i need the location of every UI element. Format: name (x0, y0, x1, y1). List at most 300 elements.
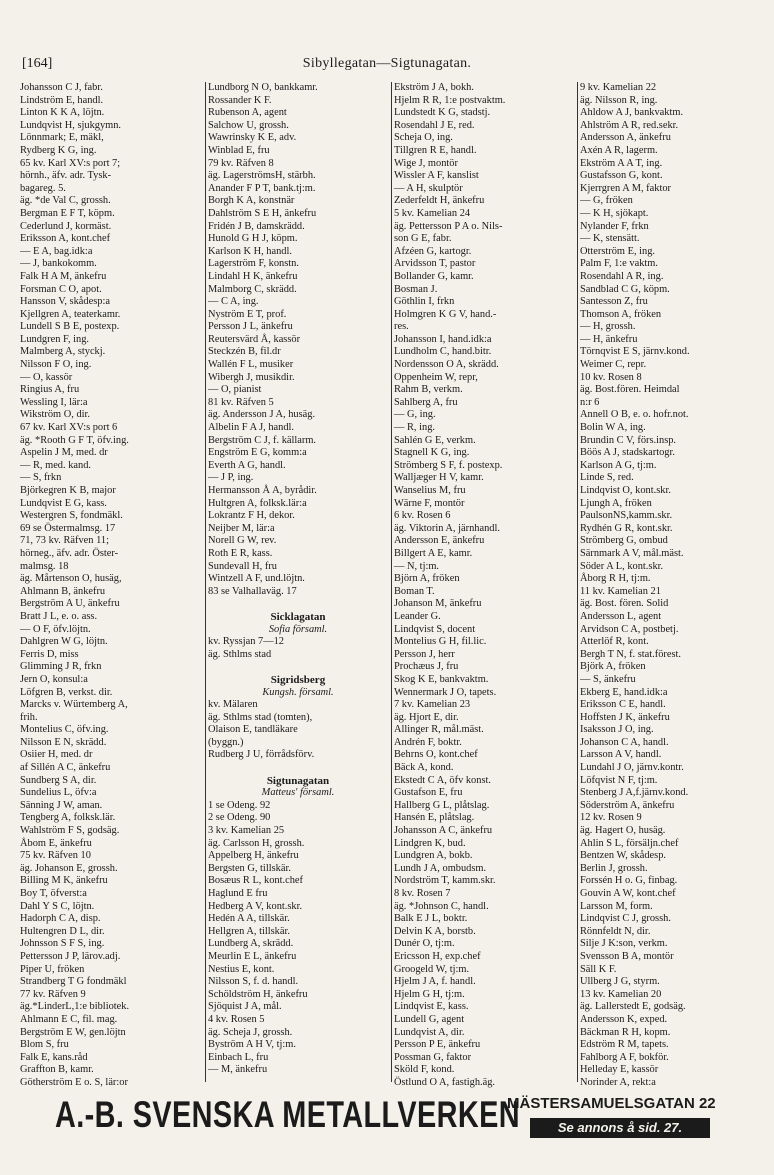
directory-entry: 13 kv. Kamelian 20 (580, 988, 662, 1000)
directory-entry: Neijber M, lär:a (208, 522, 275, 534)
directory-entry: hörneg., äfv. adr. Öster- (20, 547, 119, 559)
directory-entry: Norell G W, rev. (208, 535, 277, 547)
column-divider (577, 82, 578, 1082)
directory-entry: äg. Bost. fören. Solid (580, 598, 669, 610)
directory-entry: Nilsson E N, skrädd. (20, 736, 107, 748)
directory-columns (20, 82, 754, 1088)
directory-entry: Stagnell K G, ing. (394, 447, 470, 459)
directory-entry: Atterlöf R, kont. (580, 636, 649, 648)
directory-entry: Prochæus J, fru (394, 661, 459, 673)
directory-entry: äg. Pettersson P A o. Nils- (394, 220, 503, 232)
directory-entry: — M, änkefru (208, 1064, 268, 1076)
directory-entry: Söder A L, kont.skr. (580, 560, 664, 572)
directory-entry: Karlson K H, handl. (208, 245, 292, 257)
directory-entry: Ahlin S L, försäljn.chef (580, 837, 679, 849)
directory-entry: Göthlin I, frkn (394, 296, 455, 308)
directory-entry: Strandberg T G fondmäkl (20, 976, 127, 988)
directory-entry: Hellgren A, tillskär. (208, 925, 290, 937)
directory-entry: Wintzell A F, und.löjtn. (208, 573, 305, 585)
directory-entry: Bolin W A, ing. (580, 422, 646, 434)
directory-entry: Johansson I, hand.idk:a (394, 333, 492, 345)
directory-entry: Lagerström F, konstn. (208, 258, 299, 270)
directory-entry: Wibergh J, musikdir. (208, 371, 295, 383)
directory-entry: Forssén H o. G, finbag. (580, 875, 678, 887)
directory-entry: Wige J, montör (394, 157, 458, 169)
directory-entry: Rosendahl A R, ing. (580, 270, 664, 282)
directory-entry: äg. *de Val C, grossh. (20, 195, 111, 207)
directory-entry: Rönnfeldt N, dir. (580, 925, 651, 937)
directory-entry: Andersson L, agent (580, 610, 662, 622)
directory-entry: Hansson V, skådesp:a (20, 296, 110, 308)
directory-entry: Rubenson A, agent (208, 107, 287, 119)
directory-entry: Ahlmann B, änkefru (20, 585, 106, 597)
directory-entry: Possman G, faktor (394, 1051, 472, 1063)
directory-entry: äg. Carlsson H, grossh. (208, 837, 305, 849)
directory-entry: Ericsson H, exp.chef (394, 950, 481, 962)
directory-entry: Ahldow A J, bankvaktm. (580, 107, 684, 119)
directory-entry: Björn A, fröken (394, 573, 460, 585)
directory-entry: — R, ing. (394, 422, 435, 434)
directory-entry: Roth E R, kass. (208, 547, 273, 559)
directory-entry: Hjelm G H, tj:m. (394, 988, 465, 1000)
directory-entry: äg. Johanson E, grossh. (20, 862, 118, 874)
directory-entry: Byström A H V, tj:m. (208, 1039, 296, 1051)
directory-entry: Reutersvärd Å, kassör (208, 333, 301, 345)
directory-entry: Delvin K A, borstb. (394, 925, 476, 937)
directory-entry: äg. LagerströmsH, stärbh. (208, 170, 316, 182)
directory-entry: Everth A G, handl. (208, 459, 286, 471)
directory-entry: äg. Viktorin A, järnhandl. (394, 522, 500, 534)
directory-entry: 8 kv. Rosen 7 (394, 888, 451, 899)
directory-entry: äg. Mårtenson O, husäg, (20, 573, 122, 585)
directory-entry: äg. Andersson J A, husäg. (208, 409, 316, 421)
column-divider (205, 82, 206, 1082)
directory-entry: Sundevall H, fru (208, 560, 277, 572)
directory-entry: Annell O B, e. o. hofr.not. (580, 409, 689, 421)
directory-entry: Thomson A, fröken (580, 308, 662, 320)
directory-entry: Sköld F, kond. (394, 1064, 455, 1076)
directory-entry: Holmgren K G V, hand.- (394, 308, 497, 320)
ad-reference-note: Se annons å sid. 27. (530, 1118, 710, 1138)
directory-entry: Sahlén G E, verkm. (394, 434, 476, 446)
directory-entry: Boman T. (394, 585, 435, 597)
directory-entry: Oppenheim W, repr, (394, 371, 478, 383)
directory-entry: Lindqvist S, docent (394, 623, 476, 635)
directory-entry: Johnsson S F S, ing. (20, 938, 105, 950)
directory-entry: Kjellgren A, teaterkamr. (20, 308, 121, 320)
directory-entry: Schöldström H, änkefru (208, 988, 308, 1000)
directory-entry: Hedén A A, tillskär. (208, 913, 290, 925)
directory-entry: Hadorph C A, disp. (20, 913, 101, 925)
directory-entry: Svensson B A, montör (580, 950, 674, 962)
directory-entry: Hunold G H J, köpm. (208, 233, 298, 245)
directory-entry: 77 kv. Räfven 9 (20, 988, 86, 1000)
page-number: [164] (22, 56, 53, 71)
directory-entry: Lundqvist A, dir. (394, 1026, 465, 1038)
directory-entry: 65 kv. Karl XV:s port 7; (20, 157, 121, 169)
directory-entry: 83 se Valhallaväg. 17 (208, 585, 297, 597)
directory-entry: Andersson K, exped. (580, 1013, 668, 1025)
directory-entry: Scheja O, ing. (394, 132, 453, 144)
directory-entry: 12 kv. Rosen 9 (580, 812, 642, 824)
directory-entry: Bergh T N, f. stat.förest. (580, 648, 682, 660)
directory-entry: Brundin C V, förs.insp. (580, 434, 677, 446)
directory-entry: Sofia församl. (268, 623, 328, 635)
page-header (22, 56, 752, 76)
directory-entry: Böös A J, stadskartogr. (580, 447, 675, 459)
directory-entry: Pettersson J P, lärov.adj. (20, 950, 121, 962)
directory-entry: Bäck A, kond. (394, 762, 454, 774)
directory-entry: Nordström T, kamm.skr. (394, 875, 496, 887)
directory-entry: Zederfeldt H, änkefru (394, 195, 485, 207)
directory-entry: Lundgren F, ing. (20, 333, 90, 345)
directory-entry: Hjelm R R, 1:e postvaktm. (394, 94, 506, 106)
directory-entry: Östlund O A, fastigh.äg. (394, 1076, 496, 1088)
directory-entry: 3 kv. Kamelian 25 (208, 825, 285, 837)
directory-entry: — J, bankokomm. (20, 258, 97, 270)
directory-entry: Lönnmark; E, mäkl, (20, 132, 104, 144)
directory-entry: Larsson A V, handl. (580, 749, 662, 761)
column-4 (580, 82, 756, 1088)
directory-entry: Säll K F. (580, 963, 617, 975)
directory-entry: — J P, ing. (208, 472, 254, 484)
directory-entry: Axén A R, lagerm. (580, 144, 658, 156)
directory-entry: Lundgren A, bokb. (394, 850, 473, 862)
directory-entry: Helleday E, kassör (580, 1064, 659, 1076)
directory-entry: Linton K K A, löjtn. (20, 107, 105, 119)
directory-entry: Lindström E, handl. (20, 94, 104, 106)
directory-entry: Söderström A, änkefru (580, 799, 675, 811)
directory-entry: Nilsson S, f. d. handl. (208, 976, 299, 988)
directory-entry: Dunér O, tj:m. (394, 938, 455, 950)
directory-entry: Johanson M, änkefru (394, 598, 482, 610)
directory-entry: Bosæus R L, kont.chef (208, 875, 303, 887)
directory-entry: Sandblad C G, köpm. (580, 283, 670, 295)
directory-entry: Bollander G, kamr. (394, 270, 474, 282)
directory-entry: Persson J L, änkefru (208, 321, 293, 333)
directory-entry: Sigridsberg (270, 673, 326, 686)
directory-entry: Billgert A E, kamr. (394, 547, 473, 559)
directory-entry: Lindqvist O, kont.skr. (580, 485, 671, 496)
directory-entry: Lindgren K, bud. (394, 837, 466, 849)
column-1 (20, 82, 204, 1088)
directory-entry: Stenberg J A,f.järnv.kond. (580, 787, 689, 799)
directory-entry: Lokrantz F H, dekor. (208, 510, 295, 522)
directory-entry: 7 kv. Kamelian 23 (394, 699, 471, 711)
directory-entry: Ekström A A T, ing. (580, 157, 663, 169)
directory-entry: Kjerrgren A M, faktor (580, 182, 671, 194)
ad-address: MÄSTERSAMUELSGATAN 22 (507, 1095, 716, 1112)
directory-entry: Hoffsten J K, änkefru (580, 711, 670, 723)
directory-entry: Hedberg A V, kont.skr. (208, 900, 303, 912)
directory-entry: Bäckman R H, kopm. (580, 1026, 671, 1038)
directory-entry: Berlin J, grossh. (580, 862, 648, 874)
directory-entry: Gustafsson G, kont. (580, 170, 663, 182)
directory-entry: Appelberg H, änkefru (208, 850, 299, 862)
directory-entry: Bergström C J, f. källarm. (208, 434, 317, 446)
directory-entry: Bergman E F T, köpm. (20, 207, 115, 219)
directory-entry: Montelius G H, fil.lic. (394, 636, 487, 648)
directory-entry: son G E, fabr. (394, 233, 452, 245)
directory-entry: Aspelin J M, med. dr (20, 447, 108, 459)
directory-entry: Wanselius M, fru (394, 485, 466, 496)
directory-entry: Rosendahl J E, red. (394, 119, 475, 131)
directory-entry: Anander F P T, bank.tj:m. (208, 182, 316, 194)
directory-entry: Lindqvist C J, grossh. (580, 913, 671, 925)
directory-entry: — S, frkn (20, 472, 62, 484)
directory-entry: Balk E J L, boktr. (394, 913, 468, 925)
directory-entry: Otterström E, ing. (580, 245, 656, 257)
directory-entry: äg. Sthlms stad (208, 648, 272, 660)
directory-entry: 69 se Östermalmsg. 17 (20, 522, 116, 534)
directory-entry: Strömberg S F, f. postexp. (394, 459, 503, 471)
directory-entry: Åborg R H, tj:m. (580, 573, 651, 585)
directory-entry: Eriksson A, kont.chef (20, 233, 111, 245)
directory-entry: Johansson A C, änkefru (394, 825, 493, 837)
directory-entry: — K H, sjökapt. (580, 207, 649, 219)
directory-entry: Ekström J A, bokh. (394, 82, 474, 93)
directory-entry: Arvidson C A, postbetj. (580, 623, 679, 635)
directory-entry: Rydberg K G, ing. (20, 144, 97, 156)
directory-entry: Lundqvist H, sjukgymn. (20, 119, 122, 131)
directory-entry: äg. Lallerstedt E, godsäg. (580, 1001, 686, 1013)
column-divider (391, 82, 392, 1082)
directory-entry: Falk H A M, änkefru (20, 270, 107, 282)
directory-entry: 75 kv. Räfven 10 (20, 850, 91, 862)
directory-entry: Lundh J A, ombudsm. (394, 862, 487, 874)
directory-entry: Borgh K A, konstnär (208, 195, 295, 207)
directory-entry: Forsman C O, apot. (20, 283, 102, 295)
directory-entry: Allinger R, mål.mäst. (394, 724, 484, 736)
directory-entry: Einbach L, fru (208, 1051, 269, 1063)
directory-entry: Wärne F, montör (394, 497, 465, 509)
directory-entry: Isaksson J O, ing. (580, 724, 654, 736)
directory-entry: Sundelius L, öfv:a (20, 787, 97, 799)
directory-entry: Björkegren K B, major (20, 485, 116, 496)
directory-entry: Lundholm C, hand.bitr. (394, 346, 492, 358)
directory-entry: Cederlund J, kormäst. (20, 220, 112, 232)
directory-entry: — E A, bag.idk:a (20, 245, 93, 257)
directory-entry: Marcks v. Würtemberg A, (20, 699, 128, 711)
directory-entry: — K, stensätt. (580, 233, 640, 245)
directory-entry: Johanson C A, handl. (580, 736, 669, 748)
directory-entry: Weimer C, repr. (580, 359, 647, 371)
directory-entry: Rossander K F. (208, 94, 272, 106)
directory-entry: Bosman J. (394, 283, 438, 295)
directory-entry: Jern O, konsul:a (20, 673, 88, 685)
directory-entry: Billing M K, änkefru (20, 875, 108, 887)
directory-entry: — A H, skulptör (394, 182, 463, 194)
directory-entry: frih. (20, 711, 38, 723)
directory-entry: Larsson M, form. (580, 900, 653, 912)
directory-entry: Dahl Y S C, löjtn. (20, 900, 95, 912)
directory-entry: Sigtunagatan (266, 774, 330, 787)
directory-entry: Karlson A G, tj:m. (580, 459, 657, 471)
directory-entry: Wallén F L, musiker (208, 359, 294, 371)
directory-entry: Hallberg G L, plåtslag. (394, 799, 490, 811)
directory-entry: Johansson C J, fabr. (20, 82, 103, 93)
directory-entry: Persson J, herr (394, 648, 455, 660)
directory-entry: bagareg. 5. (20, 182, 66, 194)
directory-entry: 4 kv. Rosen 5 (208, 1013, 265, 1025)
directory-entry: äg. Scheja J, grossh. (208, 1026, 293, 1038)
directory-entry: Albelin F A J, handl. (208, 422, 295, 434)
directory-entry: Palm F, 1:e vaktm. (580, 258, 658, 270)
directory-entry: malmsg. 18 (20, 560, 69, 572)
directory-entry: Bergsten G, tillskär. (208, 862, 291, 874)
directory-entry: Meurlin E L, änkefru (208, 950, 297, 962)
directory-entry: Wessling I, lär:a (20, 396, 88, 408)
directory-entry: Linde S, red. (580, 472, 634, 484)
directory-entry: Falk E, kans.råd (20, 1051, 88, 1063)
directory-entry: Leander G. (394, 610, 441, 622)
column-2 (208, 82, 388, 1082)
directory-entry: Haglund E fru (208, 888, 268, 899)
directory-entry: n:r 6 (580, 396, 600, 408)
directory-entry: Kungsh. församl. (262, 686, 334, 698)
directory-entry: Ahlström A R, red.sekr. (580, 119, 679, 131)
directory-entry: Santesson Z, fru (580, 296, 648, 308)
directory-entry: äg.*LinderL,1:e bibliotek. (20, 1001, 130, 1013)
directory-entry: — O, kassör (20, 371, 73, 383)
directory-entry: Nordensson O A, skrädd. (394, 359, 499, 371)
directory-entry: kv. Mälaren (208, 699, 258, 711)
directory-entry: Hermansson Å A, byrådir. (208, 485, 317, 496)
directory-entry: Lundberg A, skrädd. (208, 938, 294, 950)
directory-entry: Winblad E, fru (208, 144, 270, 156)
directory-entry: hörnh., äfv. adr. Tysk- (20, 170, 112, 182)
directory-entry: Nilsson F O, ing. (20, 359, 92, 371)
directory-entry: 9 kv. Kamelian 22 (580, 82, 657, 93)
directory-entry: Bergström E W, gen.löjtn (20, 1026, 126, 1038)
advertisement-banner (55, 1090, 715, 1150)
column-3 (394, 82, 574, 1088)
directory-entry: Piper U, fröken (20, 963, 85, 975)
directory-entry: Tillgren R E, handl. (394, 144, 477, 156)
directory-entry: Dahlström S E H, änkefru (208, 207, 317, 219)
directory-entry: 67 kv. Karl XV:s port 6 (20, 422, 118, 434)
directory-entry: Nylander F, frkn (580, 220, 649, 232)
spacer-line (208, 598, 388, 611)
directory-entry: — R, med. kand. (20, 459, 91, 471)
directory-entry: Sundberg S A, dir. (20, 774, 97, 786)
directory-entry: — C A, ing. (208, 296, 259, 308)
directory-entry: äg. Sthlms stad (tomten), (208, 711, 313, 723)
directory-entry: Lundell G, agent (394, 1013, 465, 1025)
directory-entry: Lundell S B E, postexp. (20, 321, 120, 333)
directory-entry: Nyström E T, prof. (208, 308, 287, 320)
directory-entry: Gustafson E, fru (394, 787, 463, 799)
directory-entry: äg. Hjort E, dir. (394, 711, 459, 723)
directory-entry: Törnqvist E S, järnv.kond. (580, 346, 690, 358)
directory-entry: 11 kv. Kamelian 21 (580, 585, 661, 597)
directory-entry: Hultengren D L, dir. (20, 925, 105, 937)
directory-entry: — H, änkefru (580, 333, 638, 345)
directory-entry: — G, ing. (394, 409, 436, 421)
directory-entry: — N, tj:m. (394, 560, 440, 572)
directory-entry: Nestius E, kont. (208, 963, 275, 975)
ad-brand: A.-B. SVENSKA METALLVERKEN (55, 1094, 520, 1135)
directory-entry: Lindqvist E, kass. (394, 1001, 469, 1013)
directory-entry: Lundborg N O, bankkamr. (208, 82, 318, 93)
directory-entry: Ferris D, miss (20, 648, 79, 660)
directory-entry: 10 kv. Rosen 8 (580, 371, 642, 383)
directory-entry: Silje J K:son, verkm. (580, 938, 668, 950)
directory-entry: 79 kv. Räfven 8 (208, 157, 274, 169)
directory-entry: 1 se Odeng. 92 (208, 799, 271, 811)
directory-entry: Arvidsson T, pastor (394, 258, 476, 270)
directory-entry: Wahlström F S, godsäg. (20, 825, 120, 837)
directory-entry: — G, fröken (580, 195, 633, 207)
directory-entry: Särnmark A V, mål.mäst. (580, 547, 684, 559)
directory-entry: Malmberg A, styckj. (20, 346, 106, 358)
directory-entry: 5 kv. Kamelian 24 (394, 207, 471, 219)
directory-entry: Malmborg C, skrädd. (208, 283, 297, 295)
directory-entry: Eriksson C E, handl. (580, 699, 666, 711)
directory-entry: Matteus' församl. (261, 787, 335, 799)
directory-entry: 81 kv. Räfven 5 (208, 396, 274, 408)
directory-entry: Persson P E, änkefru (394, 1039, 481, 1051)
directory-entry: 6 kv. Rosen 6 (394, 510, 451, 522)
directory-entry: Sicklagatan (270, 610, 326, 623)
directory-entry: Wawrinsky K E, adv. (208, 132, 297, 144)
page-title: Sibyllegatan—Sigtunagatan. (302, 56, 472, 71)
directory-entry: (byggn.) (208, 736, 244, 748)
directory-entry: Götherström E o. S, lär:or (20, 1076, 128, 1088)
directory-entry: PaulsonNS,kamm.skr. (580, 510, 673, 522)
directory-entry: Hjelm J A, f. handl. (394, 976, 476, 988)
directory-entry: Lindahl H K, änkefru (208, 270, 298, 282)
directory-entry: Ullberg J G, styrm. (580, 976, 660, 988)
directory-entry: Tengberg A, folksk.lär. (20, 812, 116, 824)
directory-entry: Fridén J B, damskrädd. (208, 220, 305, 232)
directory-entry: Glimming J R, frkn (20, 661, 102, 673)
directory-entry: Boy T, öfverst:a (20, 888, 87, 899)
directory-entry: Behrns O, kont.chef (394, 749, 478, 761)
directory-entry: Rydhén G R, kont.skr. (580, 522, 673, 534)
directory-entry: Ahlmann E C, fil. mag. (20, 1013, 118, 1025)
directory-entry: Salchow U, grossh. (208, 119, 289, 131)
directory-entry: Bratt J L, e. o. ass. (20, 610, 98, 622)
directory-entry: — S, änkefru (580, 673, 636, 685)
directory-entry: Steckzén B, fil.dr (208, 346, 281, 358)
directory-entry: Hultgren A, folksk.lär:a (208, 497, 307, 509)
directory-entry: Björk A, fröken (580, 661, 646, 673)
directory-entry: Ekstedt C A, öfv konst. (394, 774, 491, 786)
directory-entry: Lundstedt K G, stadstj. (394, 107, 491, 119)
directory-entry: Löfqvist N F, tj:m. (580, 774, 658, 786)
directory-entry: Wikström O, dir. (20, 409, 91, 421)
directory-entry: Rudberg J U, förrådsförv. (208, 749, 315, 761)
directory-entry: äg. *Rooth G F T, öfv.ing. (20, 434, 129, 446)
directory-entry: af Sillén A C, änkefru (20, 762, 111, 774)
directory-entry: Wissler A F, kanslist (394, 170, 479, 182)
directory-entry: äg. Nilsson R, ing. (580, 94, 658, 106)
directory-entry: Sänning J W, aman. (20, 799, 103, 811)
directory-entry: äg. *Johnson C, handl. (394, 900, 489, 912)
spacer-line (208, 661, 388, 674)
directory-entry: 2 se Odeng. 90 (208, 812, 271, 824)
directory-entry: Osiier H, med. dr (20, 749, 93, 761)
directory-entry: Afzéen G, kartogr. (394, 245, 472, 257)
directory-entry: Åbom E, änkefru (20, 837, 92, 849)
directory-entry: äg. Bost.fören. Heimdal (580, 384, 680, 396)
directory-entry: res. (394, 321, 409, 333)
directory-entry: Fahlborg A F, bokför. (580, 1051, 669, 1063)
directory-entry: Walljæger H V, kamr. (394, 472, 484, 484)
directory-entry: Olaison E, tandläkare (208, 724, 298, 736)
directory-entry: Lundqvist E G, kass. (20, 497, 107, 509)
